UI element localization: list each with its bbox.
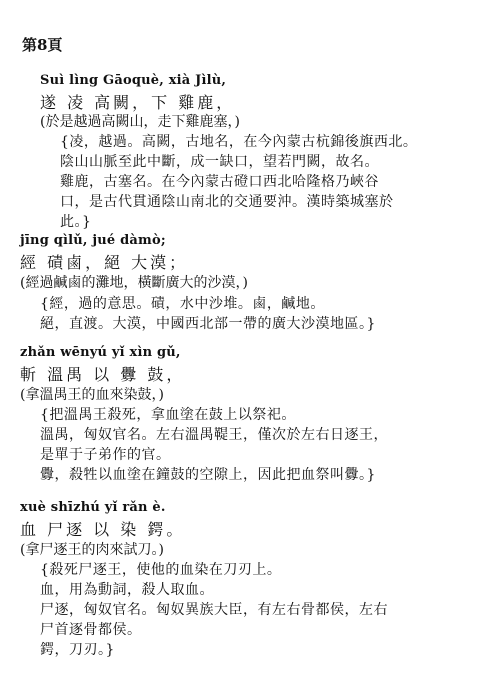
- note-line: 陰山山脈至此中斷，成一缺口，望若門闕，故名。: [60, 154, 379, 170]
- note-line: {殺死尸逐王，使他的血染在刀刃上。: [40, 562, 282, 578]
- pinyin-line: Suì lìng Gāoquè, xià Jìlù,: [40, 73, 227, 88]
- note-line: {把溫禺王殺死，拿血塗在鼓上以祭祀。: [40, 407, 296, 423]
- note-line: 口，是古代貫通陰山南北的交通要沖。漢時築城塞於: [60, 194, 394, 210]
- note-line: 絕，直渡。大漠，中國西北部一帶的廣大沙漠地區。}: [40, 316, 376, 332]
- pinyin-line: zhǎn wēnyú yǐ xìn gǔ,: [20, 345, 181, 360]
- chinese-line: 斬 溫禺 以 釁 鼓，: [20, 365, 186, 384]
- note-line: {凌，越過。高闕，古地名，在今內蒙古杭錦後旗西北。: [60, 134, 418, 150]
- note-line: 尸逐，匈奴官名。匈奴異族大臣，有左右骨都侯，左右: [40, 602, 388, 618]
- page-number: 第8頁: [22, 36, 63, 54]
- chinese-line: 血 尸逐 以 染 鍔。: [20, 520, 186, 539]
- note-line: 鍔，刀刃。}: [40, 642, 115, 658]
- note-line: 是單于子弟作的官。: [40, 447, 171, 463]
- note-line: 血，用為動詞，殺人取血。: [40, 582, 214, 598]
- note-line: 尸首逐骨都侯。: [40, 622, 142, 638]
- pinyin-line: jīng qìlǔ, jué dàmò;: [20, 233, 166, 248]
- chinese-line: 遂 凌 高闕，下 雞鹿，: [40, 93, 236, 112]
- translation-line: (拿溫禺王的血來染鼓，): [20, 387, 164, 403]
- translation-line: (於是越過高闕山，走下雞鹿塞，): [40, 114, 240, 130]
- translation-line: (經過鹹鹵的灘地，橫斷廣大的沙漠，): [20, 275, 248, 291]
- note-line: 此。}: [60, 214, 92, 230]
- note-line: 釁，殺牲以血塗在鐘鼓的空隙上，因此把血祭叫釁。}: [40, 467, 376, 483]
- translation-line: (拿尸逐王的肉來試刀。): [20, 542, 164, 558]
- note-line: 雞鹿，古塞名。在今內蒙古磴口西北哈隆格乃峽谷: [60, 174, 379, 190]
- pinyin-line: xuè shīzhú yǐ rǎn è.: [20, 500, 166, 515]
- note-line: 溫禺，匈奴官名。左右溫禺鞮王，僅次於左右日逐王，: [40, 427, 388, 443]
- note-line: {經，過的意思。磧，水中沙堆。鹵，鹹地。: [40, 296, 325, 312]
- chinese-line: 經 磧鹵，絕 大漠；: [20, 253, 189, 272]
